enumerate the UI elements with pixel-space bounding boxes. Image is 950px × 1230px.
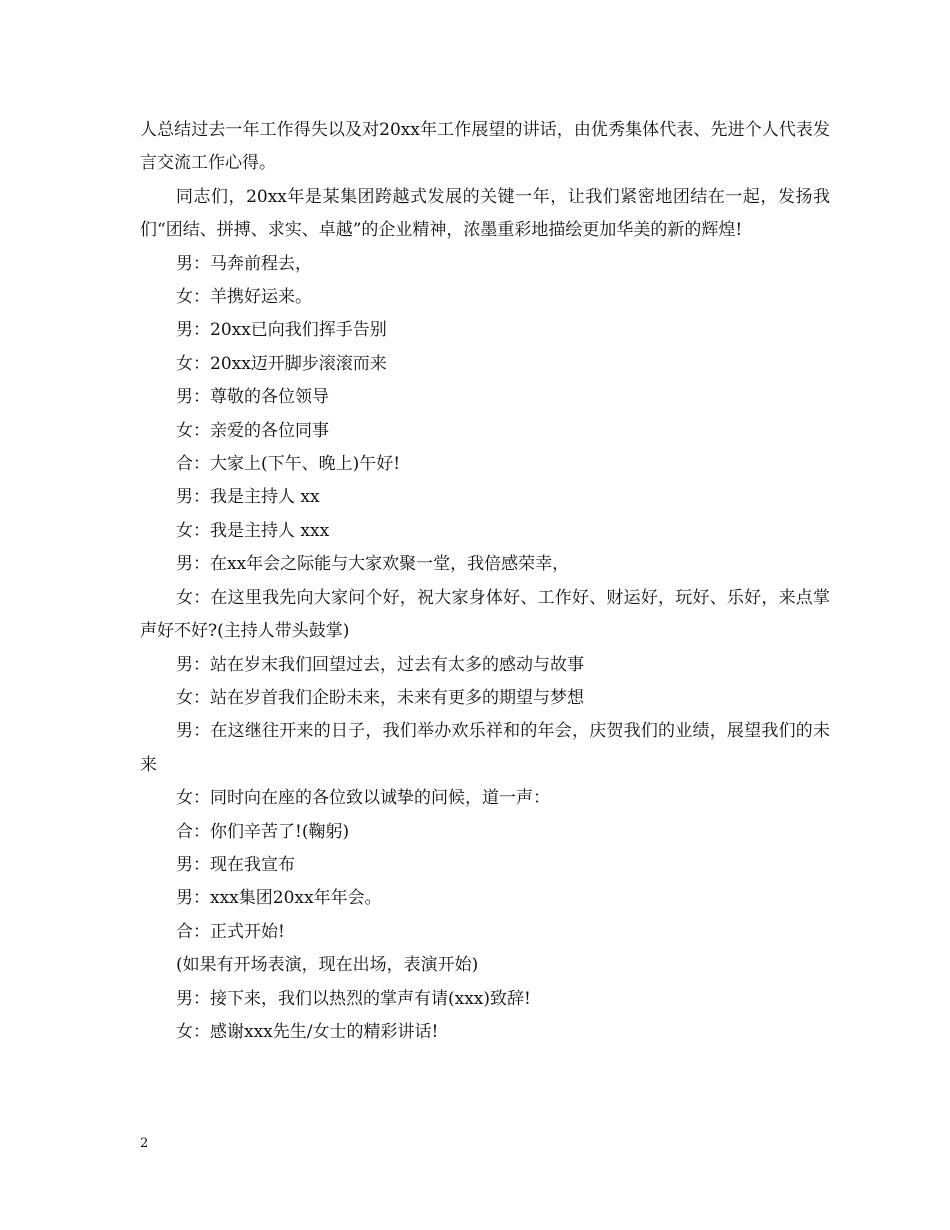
- paragraph-23: 男：接下来，我们以热烈的掌声有请(xxx)致辞!: [176, 988, 531, 1009]
- paragraph-22: (如果有开场表演，现在出场，表演开始): [176, 955, 479, 976]
- paragraph-4: 女：羊携好运来。: [176, 287, 312, 308]
- paragraph-2: 同志们，20xx年是某集团跨越式发展的关键一年，让我们紧密地团结在一起，发扬我们“团结、拼搏、求实、卓越”的企业精神，浓墨重彩地描绘更加华美的新的辉煌!: [140, 186, 830, 241]
- paragraph-1: 人总结过去一年工作得失以及对20xx年工作展望的讲话，由优秀集体代表、先进个人代表发言交流工作心得。: [140, 120, 830, 174]
- paragraph-7: 男：尊敬的各位领导: [176, 387, 329, 408]
- paragraph-6: 女：20xx迈开脚步滚滚而来: [176, 353, 387, 374]
- paragraph-3: 男：马奔前程去，: [176, 253, 312, 274]
- paragraph-10: 男：我是主持人 xx: [176, 487, 320, 508]
- body-text: [140, 114, 830, 1049]
- paragraph-5: 男：20xx已向我们挥手告别: [176, 320, 387, 341]
- paragraph-21: 合：正式开始!: [176, 921, 285, 942]
- paragraph-19: 男：现在我宣布: [176, 854, 295, 875]
- page-number: 2: [140, 1136, 149, 1151]
- paragraph-17: 女：同时向在座的各位致以诚挚的问候，道一声：: [176, 788, 550, 809]
- paragraph-12: 男：在xx年会之际能与大家欢聚一堂，我倍感荣幸，: [176, 554, 570, 575]
- paragraph-9: 合：大家上(下午、晚上)午好!: [176, 454, 401, 475]
- paragraph-11: 女：我是主持人 xxx: [176, 520, 330, 541]
- paragraph-16: 男：在这继往开来的日子，我们举办欢乐祥和的年会，庆贺我们的业绩，展望我们的未来: [140, 721, 830, 775]
- paragraph-18: 合：你们辛苦了!(鞠躬): [176, 821, 350, 842]
- paragraph-20: 男：xxx集团20xx年年会。: [176, 888, 382, 909]
- paragraph-13: 女：在这里我先向大家问个好，祝大家身体好、工作好、财运好，玩好、乐好，来点掌声好不好?(主持人带头鼓掌): [140, 587, 830, 642]
- paragraph-15: 女：站在岁首我们企盼未来，未来有更多的期望与梦想: [176, 687, 584, 708]
- paragraph-14: 男：站在岁末我们回望过去，过去有太多的感动与故事: [176, 654, 584, 675]
- paragraph-24: 女：感谢xxx先生/女士的精彩讲话!: [176, 1021, 439, 1042]
- paragraph-8: 女：亲爱的各位同事: [176, 420, 329, 441]
